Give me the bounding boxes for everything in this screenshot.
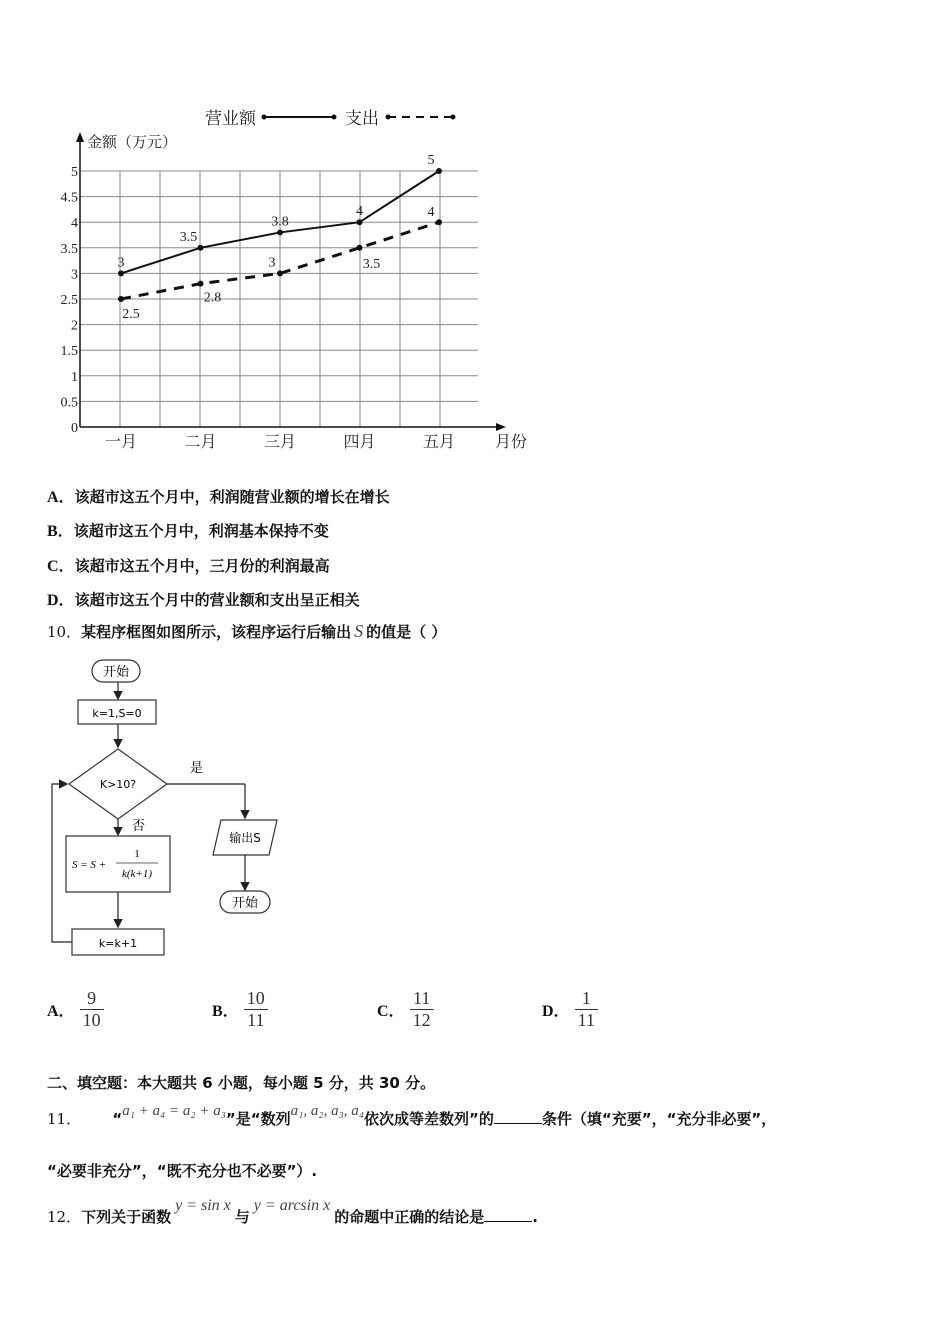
q9-option-c-letter: C．	[47, 558, 75, 575]
q10-option-b-den: 11	[247, 1010, 265, 1030]
flow-output-label: 输出S	[229, 831, 261, 845]
q10-option-a-num: 9	[87, 988, 97, 1008]
expense-data-label: 2.5	[122, 307, 140, 322]
flowchart	[40, 650, 300, 970]
expense-point	[198, 281, 204, 287]
q11-open-quote: “	[112, 1110, 123, 1128]
q10-option-c-num: 11	[412, 988, 431, 1008]
q10-option-d-num: 1	[581, 988, 591, 1008]
y-tick-label: 2	[71, 318, 78, 334]
q9-option-d	[47, 587, 360, 610]
legend-revenue-marker-left	[262, 115, 267, 120]
q9-option-b-letter: B．	[47, 523, 74, 540]
legend-expense-marker-right	[451, 115, 456, 120]
q9-option-b	[47, 518, 329, 541]
q12-text-after: 的命题中正确的结论是	[334, 1208, 485, 1226]
q10-option-b-num: 10	[246, 988, 265, 1008]
q10-option-a-den: 10	[82, 1010, 101, 1030]
y-tick-label: 1	[71, 369, 78, 385]
x-tick-label: 四月	[343, 432, 376, 451]
q10-option-c-den: 12	[412, 1010, 431, 1030]
x-axis-label: 月份	[495, 432, 528, 451]
q10-option-a-letter: A．	[47, 1003, 75, 1020]
x-tick-label: 二月	[184, 432, 217, 451]
q10-var: S	[354, 621, 364, 641]
q11-number: 11．	[47, 1110, 82, 1128]
q9-option-c	[47, 553, 330, 576]
q9-option-b-text: 该超市这五个月中，利润基本保持不变	[73, 522, 329, 540]
revenue-data-label: 5	[427, 153, 435, 168]
y-tick-label: 0	[71, 421, 78, 436]
q12-line	[47, 1197, 538, 1227]
q10-option-d	[542, 988, 598, 1031]
q12-answer-blank[interactable]	[484, 1207, 532, 1222]
q11-line-2: “必要非充分”，“既不充分也不必要”）.	[47, 1162, 318, 1180]
revenue-point	[277, 229, 283, 235]
expense-point	[436, 219, 442, 225]
expense-point	[357, 245, 363, 251]
q9-option-a	[47, 484, 390, 507]
q10-option-d-den: 11	[577, 1010, 595, 1030]
revenue-data-label: 4	[356, 204, 363, 220]
q10-number: 10．	[47, 623, 82, 641]
q12-number: 12．	[47, 1208, 82, 1226]
x-axis-arrow	[496, 423, 506, 431]
legend-revenue-marker-right	[332, 115, 337, 120]
y-tick-label: 4	[71, 216, 78, 232]
expense-point	[277, 270, 283, 276]
q12-expr2: y = arcsin x	[253, 1197, 331, 1214]
y-tick-label: 1.5	[60, 344, 78, 360]
flow-update-num: 1	[134, 848, 140, 860]
q11-answer-blank[interactable]	[494, 1109, 542, 1124]
q11-text-after2: 条件（填“充要”，“充分非必要”，	[541, 1110, 777, 1128]
revenue-data-label: 3	[117, 255, 125, 271]
y-tick-label: 3.5	[60, 241, 78, 257]
q10-option-b-letter: B．	[212, 1003, 239, 1020]
y-tick-label: 0.5	[60, 395, 78, 411]
flow-condition-label: K>10?	[99, 778, 137, 791]
q9-option-a-letter: A．	[47, 489, 75, 506]
x-tick-label: 三月	[263, 432, 297, 451]
flow-no-label: 否	[132, 819, 146, 834]
line-chart	[40, 100, 560, 460]
x-tick-label: 一月	[104, 432, 138, 451]
q11-line-1	[47, 1103, 777, 1129]
q12-text-before: 下列关于函数	[81, 1208, 172, 1226]
q11-mid: ”是“数列	[225, 1110, 291, 1128]
expense-data-label: 3.5	[362, 256, 381, 272]
y-tick-label: 5	[71, 165, 78, 180]
flow-update-lhs: S = S +	[72, 859, 107, 871]
legend-expense-label: 支出	[345, 109, 379, 129]
q10-text-before: 某程序框图如图所示，该程序运行后输出	[81, 623, 352, 641]
legend-revenue-label: 营业额	[205, 109, 256, 129]
q9-option-a-text: 该超市这五个月中，利润随营业额的增长在增长	[74, 488, 390, 506]
q12-expr1: y = sin x	[175, 1197, 231, 1214]
flow-yes-label: 是	[190, 761, 204, 776]
revenue-point	[198, 245, 204, 251]
q10-text-after: 的值是（ ）	[366, 623, 447, 641]
q11-expr1: a₁ + a₄ = a₂ + a₃	[122, 1103, 226, 1119]
expense-point	[118, 296, 124, 302]
legend-expense-marker-left	[386, 115, 391, 120]
flow-update-den: k(k+1)	[121, 868, 153, 880]
revenue-point	[357, 219, 363, 225]
q10-option-b	[212, 988, 268, 1031]
section-2-heading: 二、填空题：本大题共 6 小题，每小题 5 分，共 30 分。	[47, 1074, 436, 1092]
q10-option-a	[47, 988, 104, 1031]
expense-data-label: 2.8	[203, 290, 222, 306]
revenue-point	[118, 270, 124, 276]
q9-option-d-letter: D．	[47, 592, 75, 609]
q10-option-c	[377, 988, 434, 1031]
flow-init-label: k=1,S=0	[92, 707, 142, 720]
y-tick-label: 3	[71, 267, 78, 283]
revenue-point	[436, 168, 442, 174]
flow-start-label: 开始	[102, 665, 130, 680]
expense-data-label: 3	[268, 255, 276, 271]
y-axis-arrow	[76, 132, 84, 142]
x-tick-label: 五月	[422, 432, 456, 451]
q11-text-after: 依次成等差数列”的	[364, 1110, 494, 1128]
q10-stem	[47, 621, 446, 642]
revenue-data-label: 3.8	[271, 214, 289, 230]
y-tick-label: 4.5	[60, 190, 78, 206]
revenue-data-label: 3.5	[179, 229, 198, 245]
q12-mid: 与	[234, 1208, 250, 1226]
q11-expr2: a₁, a₂, a₃, a₄	[290, 1103, 364, 1119]
q10-option-c-letter: C．	[377, 1003, 405, 1020]
y-axis-label: 金额（万元）	[87, 133, 178, 151]
y-tick-label: 2.5	[60, 293, 78, 308]
flow-end-label: 开始	[231, 896, 259, 911]
q9-option-c-text: 该超市这五个月中，三月份的利润最高	[74, 557, 330, 575]
q9-option-d-text: 该超市这五个月中的营业额和支出呈正相关	[74, 591, 360, 609]
q10-option-d-letter: D．	[542, 1003, 570, 1020]
flow-increment-label: k=k+1	[98, 937, 138, 950]
expense-data-label: 4	[427, 205, 435, 221]
q12-end: .	[532, 1208, 538, 1226]
